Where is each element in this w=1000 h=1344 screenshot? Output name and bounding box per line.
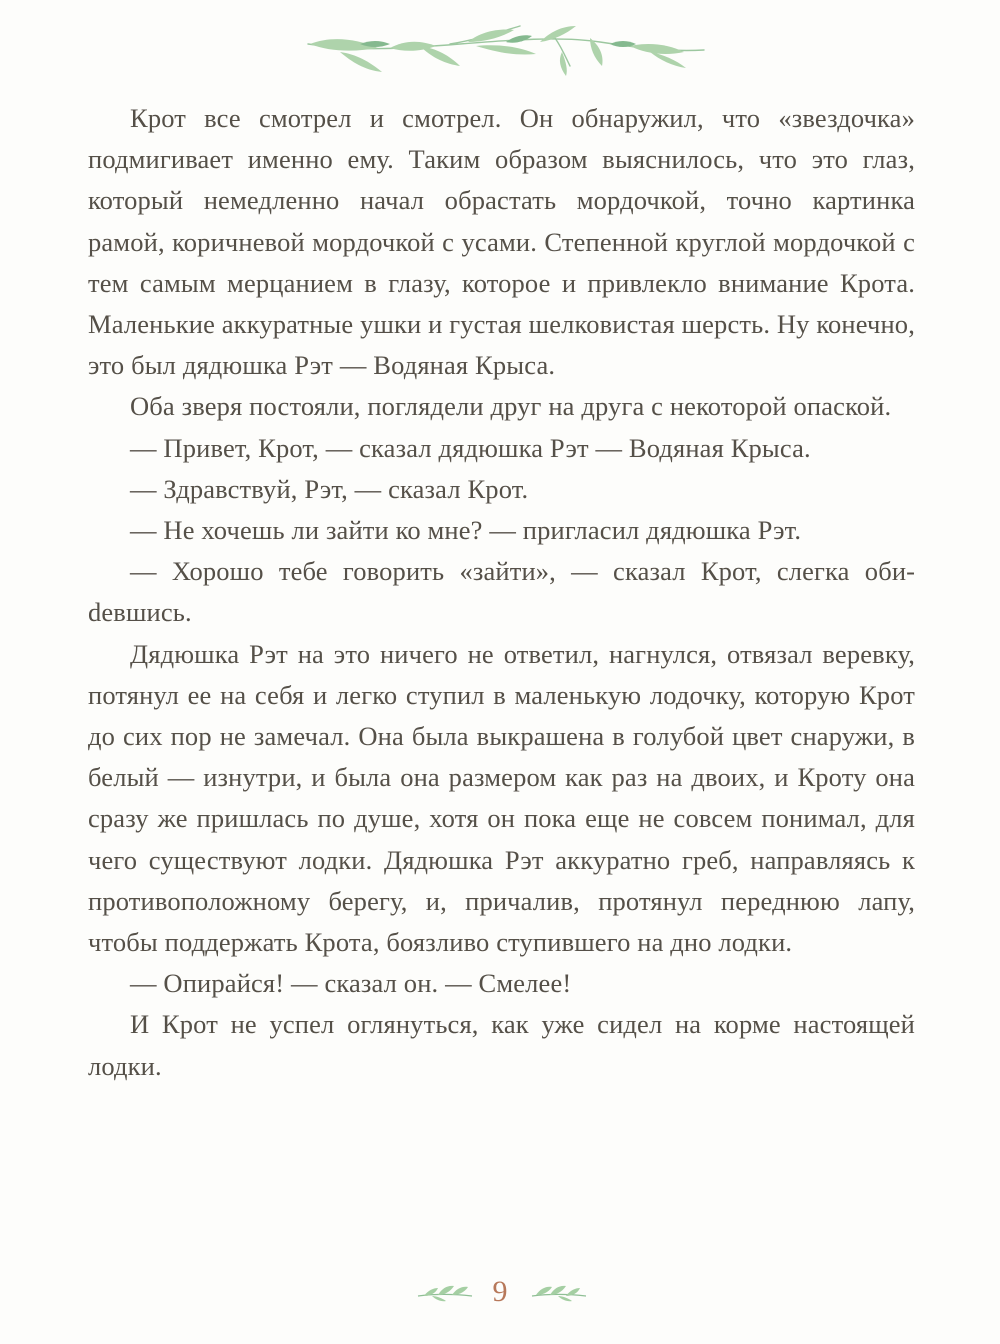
leaf-sprig-icon — [414, 1280, 476, 1304]
paragraph: Оба зверя постояли, поглядели друг на друга с некоторой опаской. — [130, 391, 892, 422]
paragraph: И Крот не успел оглянуться, как уже сидел на корме настоящей лодки. — [88, 1009, 915, 1081]
paragraph: — Привет, Крот, — сказал дядюшка Рэт — Водяная Крыса. — [130, 432, 811, 463]
page-number: 9 — [492, 1275, 508, 1308]
paragraph: Крот все смотрел и смотрел. Он обнаружил, что «звездочка» подмигивает именно ему. Таким образом выяснилось, что это глаз, который немедленно начал обрастать мордочкой, точно картинка рамой, коричневой мордочкой с усами. Степенной круглой мордочкой с тем самым мерцанием в глазу, которое и привлекло внимание Крота. Маленькие аккуратные ушки и густая шелковистая шерсть. Ну конечно, это был дядюшка Рэт — Водяная Крыса. — [88, 103, 915, 381]
paragraph: — Хорошо тебе говорить «зайти», — сказал Крот, слегка обиdевшись. — [88, 556, 915, 628]
vine-ornament-icon — [300, 22, 710, 78]
page-footer — [0, 1272, 1000, 1312]
paragraph: — Опирайся! — сказал он. — Смелее! — [130, 968, 572, 999]
paragraph: Дядюшка Рэт на это ничего не ответил, нагнулся, отвязал веревку, потянул ее на себя и легко ступил в маленькую лодочку, которую Крот до сих пор не замечал. Она была выкрашена в голубой цвет снаружи, в белый — изнутри, и была она размером как раз на двоих, и Кроту она сразу же пришлась по душе, хотя он пока еще не совсем понимал, для чего существуют лодки. Дядюшка Рэт аккуратно греб, направляясь к противоположному берегу, и, причалив, протянул переднюю лапу, чтобы поддержать Крота, боязливо ступившего на дно лодки. — [88, 638, 915, 958]
body-text — [88, 98, 915, 1087]
paragraph: — Не хочешь ли зайти ко мне? — пригласил дядюшка Рэт. — [130, 515, 802, 546]
paragraph: — Здравствуй, Рэт, — сказал Крот. — [130, 473, 529, 504]
leaf-sprig-icon — [528, 1280, 590, 1304]
